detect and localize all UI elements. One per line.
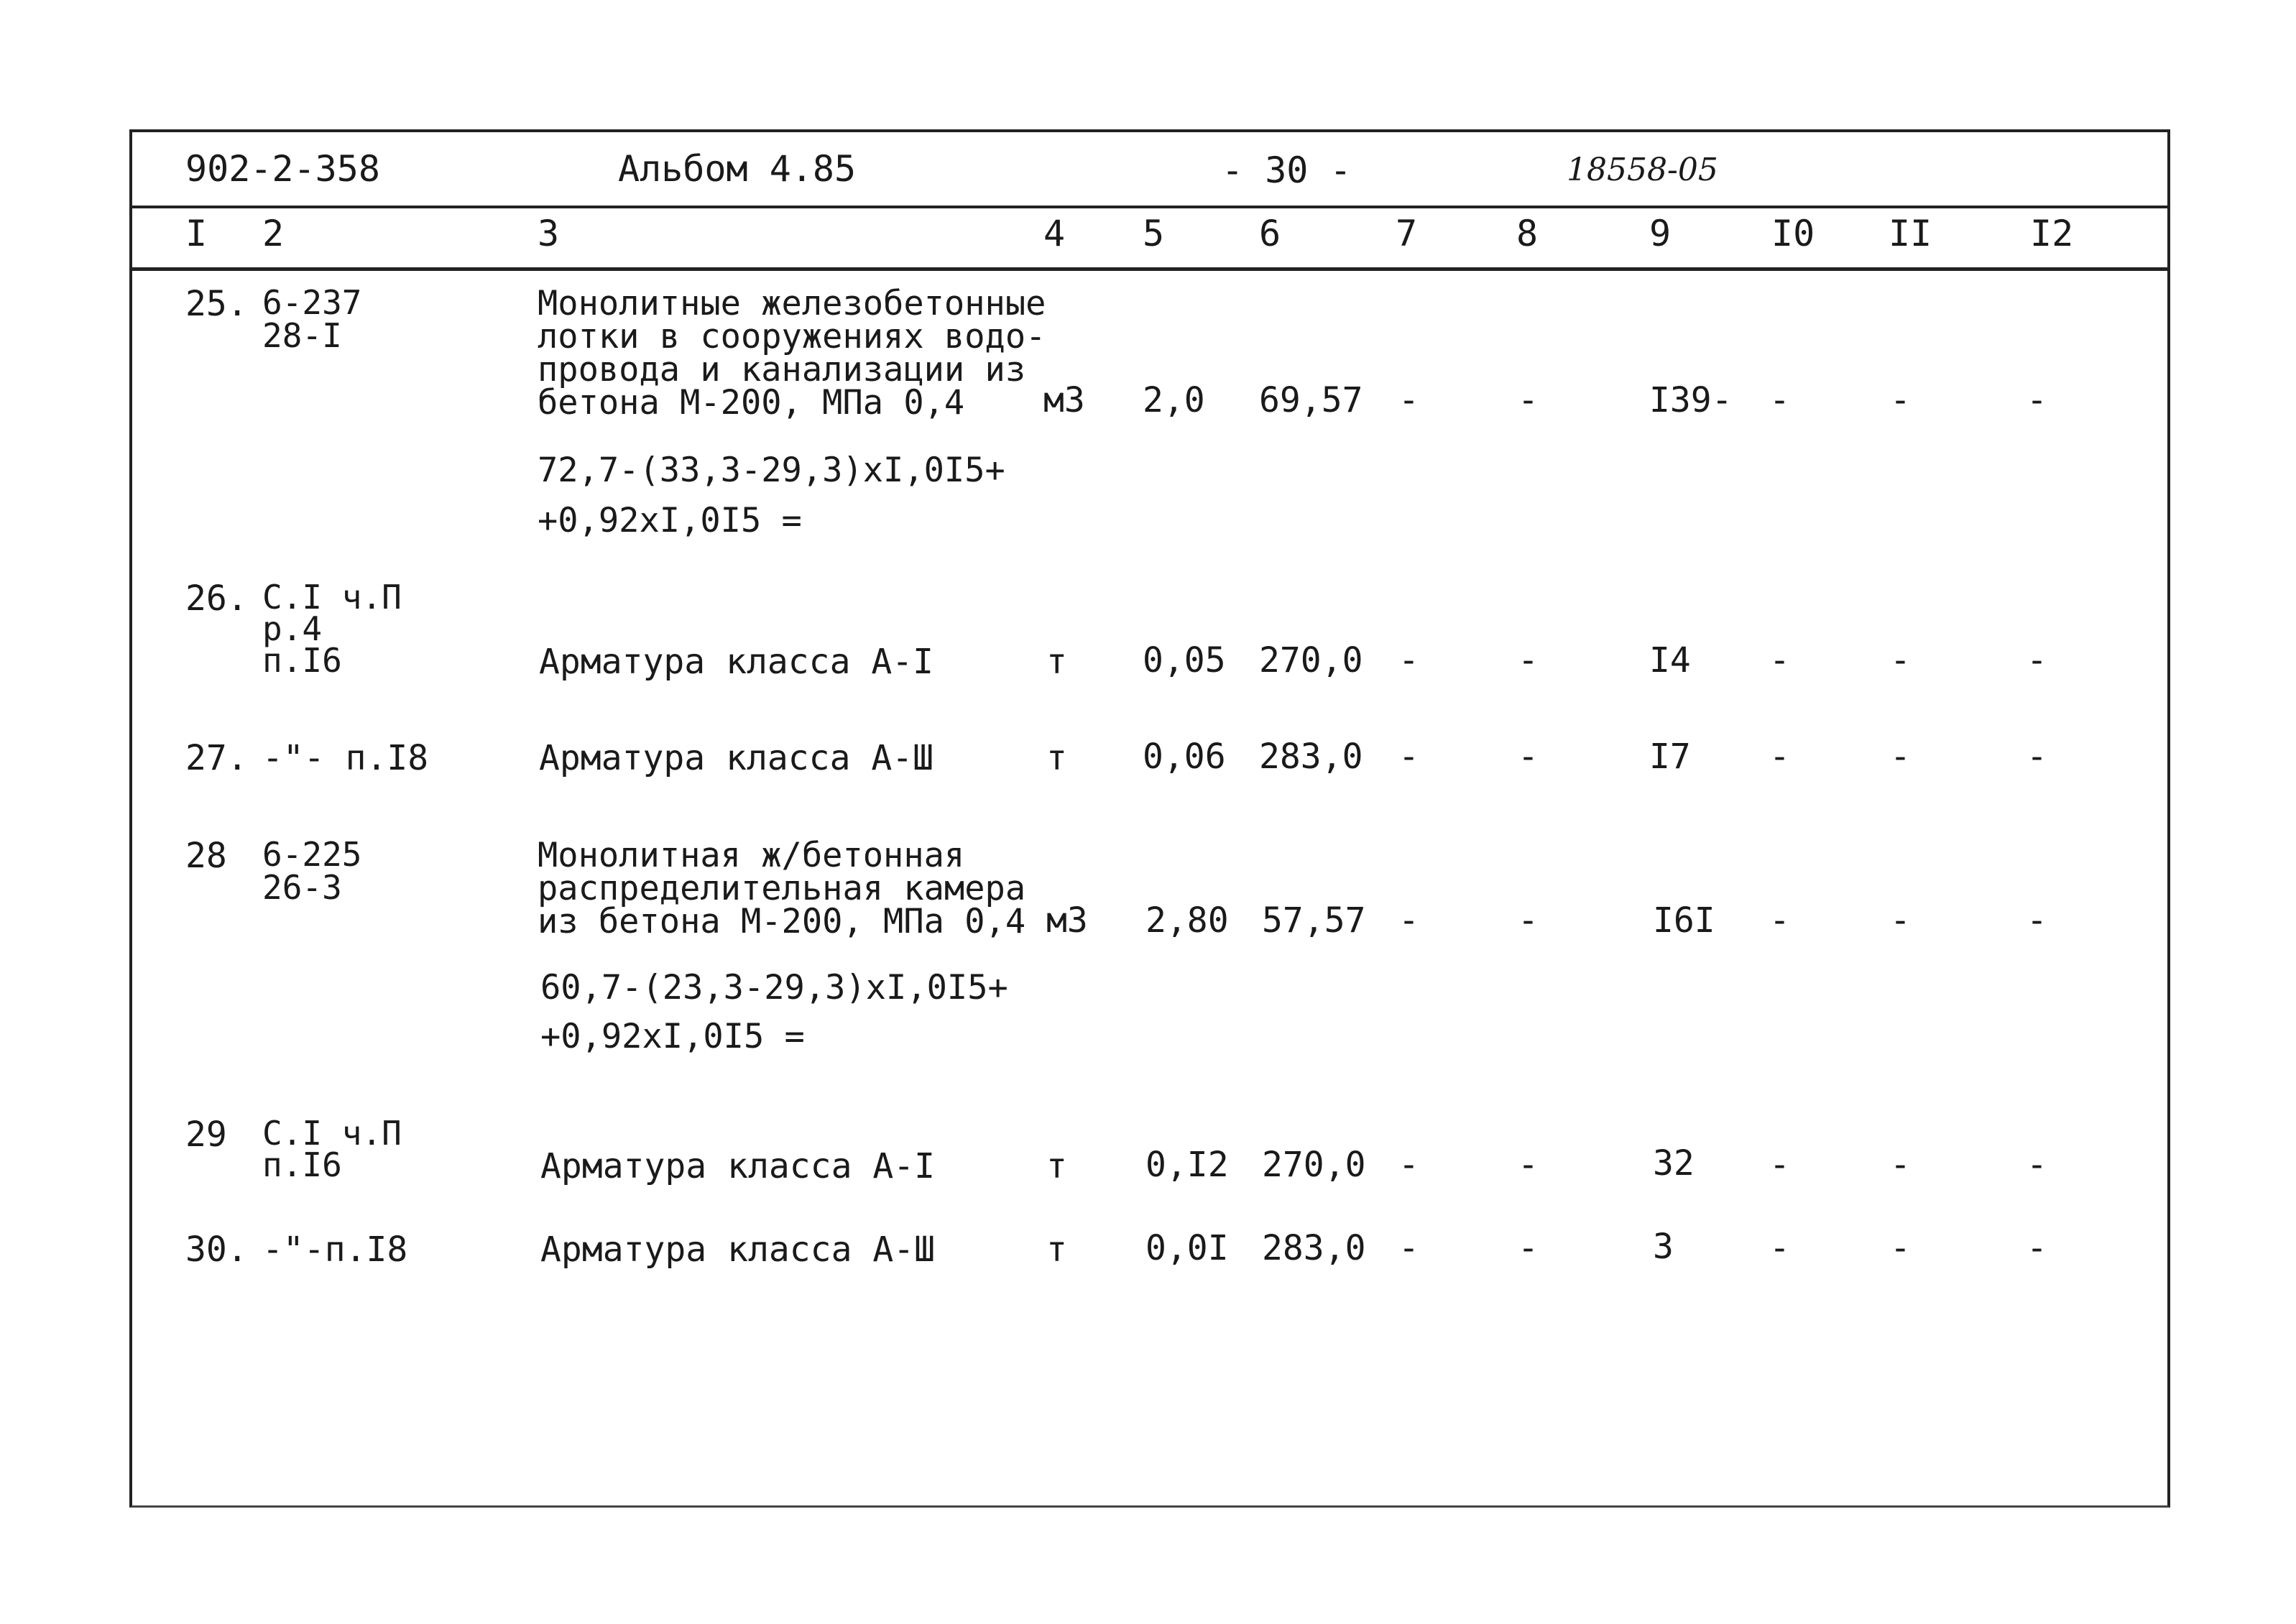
col-header-7: 7 [1396, 213, 1418, 254]
row-28-c7: - [1398, 900, 1419, 941]
row-27-c8: - [1518, 737, 1539, 777]
row-28-formula-1: 60,7-(23,3-29,3)хI,0I5+ [540, 968, 1008, 1007]
row-30-c11: - [1890, 1228, 1911, 1268]
col-header-5: 5 [1143, 213, 1165, 254]
col-header-1: I [185, 213, 208, 254]
col-header-8: 8 [1516, 213, 1539, 254]
row-28-code-1: 6-225 [262, 835, 362, 874]
row-30-c8: - [1518, 1228, 1539, 1268]
row-28-quantity: 2,80 [1145, 900, 1229, 941]
row-26-unit: т [1046, 642, 1067, 682]
column-header-divider [132, 267, 2167, 271]
row-29-desc: Арматура класса А-I [540, 1146, 936, 1186]
page-number: - 30 - [1222, 149, 1352, 191]
row-27-unit: т [1046, 738, 1067, 778]
row-25-c12: - [2027, 380, 2047, 420]
row-25-c11: - [1890, 380, 1911, 420]
row-25-c7: - [1398, 380, 1419, 420]
row-29-quantity: 0,I2 [1145, 1145, 1229, 1185]
row-28-c11: - [1890, 900, 1911, 941]
row-25-desc-1: Монолитные железобетонные [538, 284, 1046, 323]
row-29-c7: - [1398, 1145, 1419, 1185]
row-29-num: 29 [185, 1115, 227, 1155]
row-27-quantity: 0,06 [1143, 737, 1226, 777]
row-28-c9: I6I [1653, 900, 1715, 941]
row-26-c7: - [1398, 640, 1419, 680]
row-26-c12: - [2027, 640, 2047, 680]
row-28-formula-2: +0,92хI,0I5 = [540, 1017, 805, 1056]
row-27-c7: - [1398, 737, 1419, 777]
row-28-c10: - [1769, 900, 1790, 941]
row-27-c12: - [2027, 737, 2047, 777]
row-26-c11: - [1890, 640, 1911, 680]
row-29-c12: - [2027, 1145, 2047, 1185]
row-25-desc-3: провода и канализации из [538, 350, 1026, 389]
row-28-desc-1: Монолитная ж/бетонная [538, 836, 965, 875]
row-30-desc: Арматура класса А-Ш [540, 1229, 936, 1270]
row-26-quantity: 0,05 [1143, 640, 1226, 680]
col-header-2: 2 [262, 213, 285, 254]
row-25-code-2: 28-I [262, 316, 342, 355]
col-header-4: 4 [1043, 213, 1066, 254]
row-27-num: 27. [185, 738, 248, 778]
row-30-unit: т [1046, 1229, 1067, 1270]
row-25-c8: - [1518, 380, 1539, 420]
row-27-c9: I7 [1649, 737, 1691, 777]
col-header-9: 9 [1649, 213, 1672, 254]
row-29-unit: т [1046, 1146, 1067, 1186]
header-divider [132, 206, 2167, 208]
document-frame [129, 129, 2170, 1508]
row-30-c9: 3 [1653, 1227, 1674, 1267]
row-27-code: -"- п.I8 [262, 738, 429, 778]
row-25-desc-2: лотки в сооружениях водо- [538, 317, 1046, 356]
row-28-desc-2: распределительная камера [538, 869, 1026, 908]
row-28-unit: м3 [1046, 900, 1088, 941]
row-29-c9: 32 [1653, 1143, 1695, 1184]
row-26-c8: - [1518, 640, 1539, 680]
row-26-desc: Арматура класса А-I [539, 642, 934, 682]
row-25-price: 69,57 [1259, 380, 1363, 420]
row-30-c7: - [1398, 1228, 1419, 1268]
row-28-c8: - [1518, 900, 1539, 941]
row-26-price: 270,0 [1259, 640, 1363, 680]
row-26-code-3: п.I6 [262, 641, 342, 680]
row-30-num: 30. [185, 1229, 248, 1270]
row-25-code-1: 6-237 [262, 283, 362, 322]
row-26-c9: I4 [1649, 640, 1691, 680]
row-25-formula-1: 72,7-(33,3-29,3)хI,0I5+ [538, 451, 1005, 490]
row-26-c10: - [1769, 640, 1790, 680]
row-29-price: 270,0 [1262, 1145, 1366, 1185]
col-header-3: 3 [538, 213, 560, 254]
row-25-unit: м3 [1043, 380, 1085, 420]
row-25-c10: - [1769, 380, 1790, 420]
col-header-12: I2 [2030, 213, 2074, 254]
row-30-quantity: 0,0I [1145, 1228, 1229, 1268]
row-29-code-1: С.I ч.П [262, 1114, 402, 1153]
col-header-6: 6 [1259, 213, 1281, 254]
row-28-code-2: 26-3 [262, 868, 342, 907]
row-29-c8: - [1518, 1145, 1539, 1185]
row-30-price: 283,0 [1262, 1228, 1366, 1268]
row-27-c10: - [1769, 737, 1790, 777]
row-29-code-2: п.I6 [262, 1145, 342, 1184]
row-25-formula-2: +0,92хI,0I5 = [538, 501, 802, 540]
row-26-num: 26. [185, 578, 248, 619]
row-27-price: 283,0 [1259, 737, 1363, 777]
row-28-desc-3: из бетона М-200, МПа 0,4 [538, 902, 1026, 941]
row-28-c12: - [2027, 900, 2047, 941]
row-27-desc: Арматура класса А-Ш [539, 738, 934, 778]
row-30-code: -"-п.I8 [262, 1229, 408, 1270]
row-27-c11: - [1890, 737, 1911, 777]
handwritten-doc-number: 18558-05 [1567, 152, 1718, 188]
row-28-price: 57,57 [1262, 900, 1366, 941]
row-30-c12: - [2027, 1228, 2047, 1268]
row-25-quantity: 2,0 [1143, 380, 1205, 420]
row-30-c10: - [1769, 1228, 1790, 1268]
row-29-c10: - [1769, 1145, 1790, 1185]
row-25-c9: I39- [1649, 380, 1733, 420]
row-25-num: 25. [185, 284, 248, 324]
doc-code: 902-2-358 [185, 148, 380, 190]
col-header-10: I0 [1771, 213, 1815, 254]
row-25-desc-4: бетона М-200, МПа 0,4 [538, 383, 965, 423]
row-26-code-2: р.4 [262, 609, 323, 648]
row-26-code-1: С.I ч.П [262, 578, 402, 617]
col-header-11: II [1889, 213, 1932, 254]
row-29-c11: - [1890, 1145, 1911, 1185]
album-label: Альбом 4.85 [618, 148, 857, 190]
row-28-num: 28 [185, 836, 227, 876]
